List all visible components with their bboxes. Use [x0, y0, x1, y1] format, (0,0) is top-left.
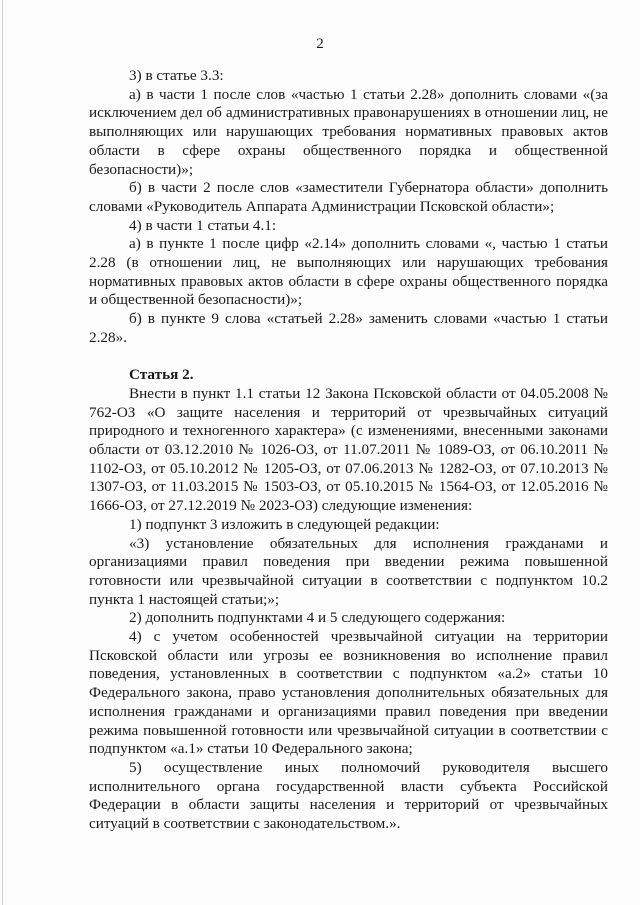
paragraph: а) в пункте 1 после цифр «2.14» дополнить словами «, частью 1 статьи 2.28 (в отношении лиц, не выполняющих или нарушающих требования нормативных правовых актов области в сфере охраны общественного порядка и общественной безопасности)»; — [89, 235, 608, 309]
paragraph: 1) подпункт 3 изложить в следующей редакции: — [129, 515, 440, 533]
paragraph: 4) в части 1 статьи 4.1: — [129, 216, 277, 234]
paragraph: 5) осуществление иных полномочий руководителя высшего исполнительного органа государственной власти субъекта Российской Федерации в области защиты населения и территорий от чрезвычайных ситуаций в соответствии с законодательством.». — [89, 759, 608, 833]
page-edge — [2, 0, 3, 905]
paragraph: «3) установление обязательных для исполнения гражданами и организациями правил поведения при введении режима повышенной готовности или чрезвычайной ситуации в соответствии с подпунктом 10.2 пункта 1 настоящей статьи;»; — [89, 534, 608, 608]
paragraph: а) в части 1 после слов «частью 1 статьи 2.28» дополнить словами «(за исключением дел об административных правонарушениях в отношении лиц, не выполняющих или нарушающих требования нормативных правовых актов области в сфере охраны общественного порядка и общественной безопасности)»; — [89, 85, 608, 178]
paragraph: б) в пункте 9 слова «статьей 2.28» заменить словами «частью 1 статьи 2.28». — [89, 310, 608, 346]
paragraph: 3) в статье 3.3: — [129, 67, 224, 84]
paragraph: б) в части 2 после слов «заместители Губернатора области» дополнить словами «Руководитель Аппарата Администрации Псковской области»; — [89, 179, 608, 215]
document-body — [89, 67, 608, 834]
article-heading: Статья 2. — [129, 366, 194, 384]
page-number: 2 — [316, 36, 324, 52]
paragraph: 4) с учетом особенностей чрезвычайной ситуации на территории Псковской области или угрозы ее возникновения во исполнение правил поведения, установленных в соответствии с подпунктом «а.2» статьи 10 Федерального закона, право установления дополнительных обязательных для исполнения гражданами и организациями правил поведения при введении режима повышенной готовности или чрезвычайной ситуации в соответствии с подпунктом «а.1» статьи 10 Федерального закона; — [89, 628, 608, 758]
paragraph: 2) дополнить подпунктами 4 и 5 следующего содержания: — [129, 609, 506, 627]
spacer — [89, 348, 608, 367]
paragraph: Внести в пункт 1.1 статьи 12 Закона Псковской области от 04.05.2008 № 762-ОЗ «О защите населения и территорий от чрезвычайных ситуаций природного и техногенного характера» (с изменениями, внесенными законами области от 03.12.2010 № 1026-ОЗ, от 11.07.2011 № 1089-ОЗ, от 06.10.2011 № 1102-ОЗ, от 05.10.2012 № 1205-ОЗ, от 07.06.2013 № 1282-ОЗ, от 07.10.2013 № 1307-ОЗ, от 11.03.2015 № 1503-ОЗ, от 05.10.2015 № 1564-ОЗ, от 12.05.2016 № 1666-ОЗ, от 27.12.2019 № 2023-ОЗ) следующие изменения: — [89, 384, 608, 515]
